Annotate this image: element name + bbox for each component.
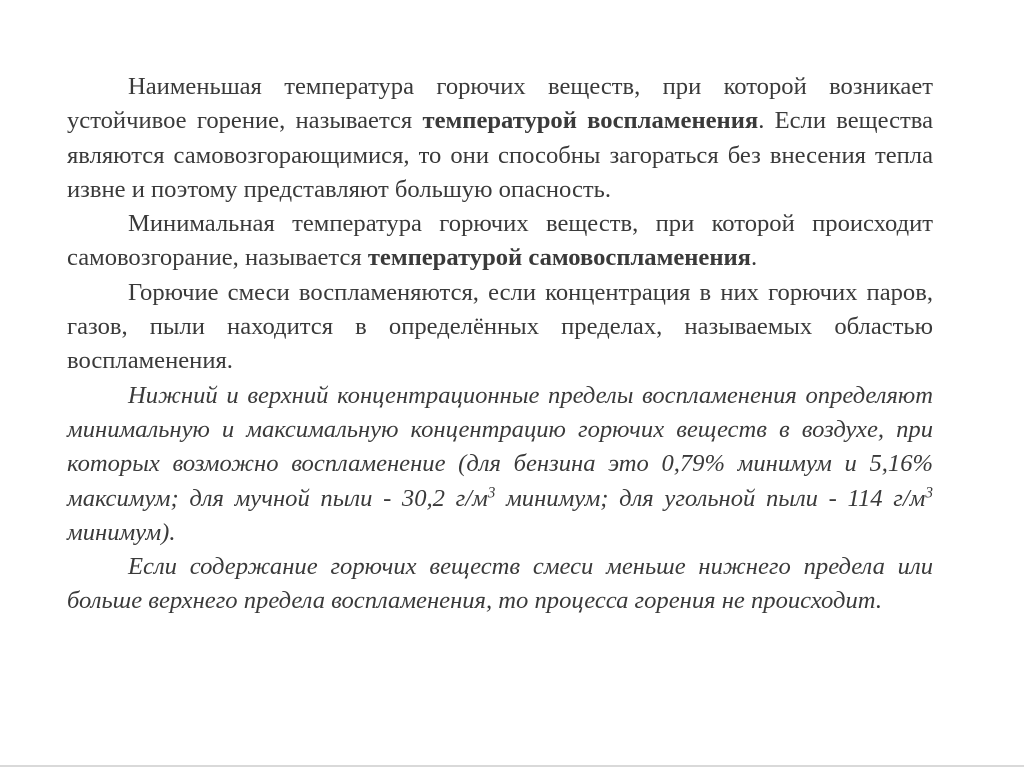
paragraph-flammable-mixtures xyxy=(67,276,933,379)
paragraph-ignition-temperature xyxy=(67,70,933,207)
term-autoignition-temperature: температурой самовоспламенения xyxy=(367,244,751,272)
superscript-three: 3 xyxy=(925,484,933,502)
text-block xyxy=(67,70,933,619)
paragraph-text: Нижний и верхний концентрационные пределы воспламенения определяют минимальную и максимальную концентрацию горючих веществ в воздухе, при которых возможно воспламенение (для бензина это 0,79% минимум и 5,16% максимум; для мучной пыли - 30,2 г/м xyxy=(67,381,933,512)
paragraph-text: Минимальная температура горючих веществ, при которой происходит самовозгорание, называется xyxy=(67,210,933,272)
paragraph-text: Горючие смеси воспламеняются, если концентрация в них горючих паров, газов, пыли находится в определённых пределах, называемых областью воспламенения. xyxy=(67,278,933,375)
paragraph-concentration-limits xyxy=(67,379,933,550)
paragraph-no-combustion xyxy=(67,550,933,619)
paragraph-text: минимум; для угольной пыли - 114 г/м xyxy=(495,484,926,512)
paragraph-text: . Если вещества являются самовозгорающимися, то они способны загораться без внесения тепла извне и поэтому представляют большую опасность. xyxy=(67,107,933,203)
superscript-three: 3 xyxy=(487,484,496,502)
paragraph-text: Наименьшая температура горючих веществ, при которой возникает устойчивое горение, называется xyxy=(67,73,933,135)
paragraph-text: Если содержание горючих веществ смеси меньше нижнего предела или больше верхнего предела воспламенения, то процесса горения не происходит. xyxy=(67,553,933,615)
paragraph-text: минимум). xyxy=(67,518,176,546)
term-ignition-temperature: температурой воспламенения xyxy=(422,107,759,135)
paragraph-autoignition-temperature xyxy=(67,207,933,276)
paragraph-text: . xyxy=(750,244,758,272)
